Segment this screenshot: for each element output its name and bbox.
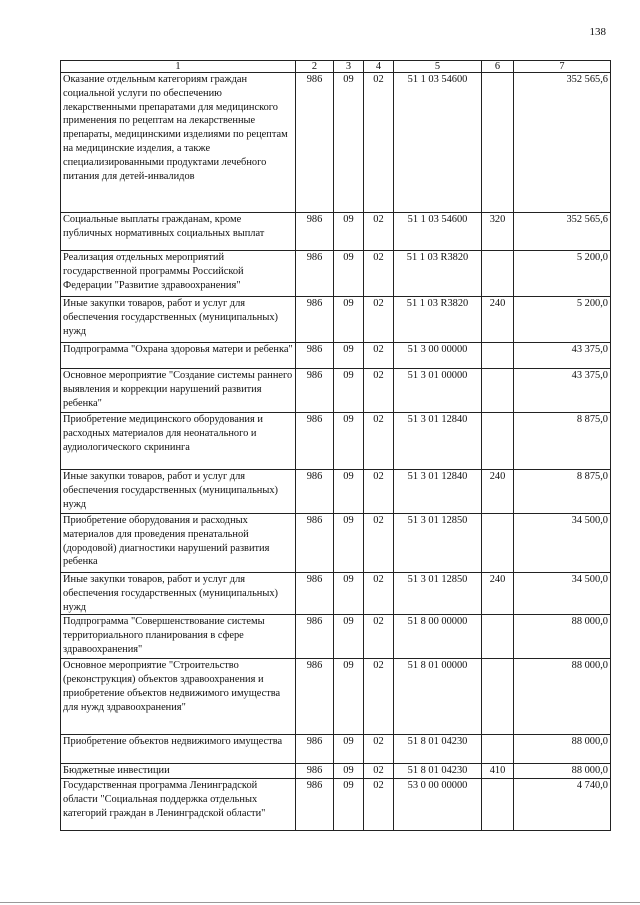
row-expense-type: 240 xyxy=(482,573,514,615)
header-col-2: 2 xyxy=(296,61,334,73)
row-expense-type xyxy=(482,514,514,573)
row-target-article: 53 0 00 00000 xyxy=(394,779,482,831)
row-amount: 4 740,0 xyxy=(514,779,611,831)
row-expense-type xyxy=(482,779,514,831)
table-row xyxy=(61,369,611,413)
row-expense-type: 320 xyxy=(482,213,514,251)
row-name: Приобретение объектов недвижимого имущества xyxy=(61,735,296,764)
table-row xyxy=(61,573,611,615)
row-admin-code: 986 xyxy=(296,297,334,343)
table-row xyxy=(61,470,611,514)
row-name: Основное мероприятие "Создание системы раннего выявления и коррекции нарушений развития ребенка" xyxy=(61,369,296,413)
table-row xyxy=(61,735,611,764)
row-admin-code: 986 xyxy=(296,470,334,514)
row-expense-type xyxy=(482,615,514,659)
row-expense-type: 410 xyxy=(482,764,514,779)
header-col-6: 6 xyxy=(482,61,514,73)
row-expense-type xyxy=(482,343,514,369)
row-subsection: 02 xyxy=(364,514,394,573)
row-target-article: 51 1 03 54600 xyxy=(394,73,482,213)
row-section: 09 xyxy=(334,297,364,343)
row-amount: 88 000,0 xyxy=(514,764,611,779)
row-target-article: 51 8 01 04230 xyxy=(394,764,482,779)
row-expense-type: 240 xyxy=(482,470,514,514)
row-amount: 8 875,0 xyxy=(514,413,611,470)
table-row xyxy=(61,343,611,369)
row-target-article: 51 3 01 12850 xyxy=(394,573,482,615)
row-expense-type xyxy=(482,413,514,470)
row-amount: 88 000,0 xyxy=(514,615,611,659)
row-name: Государственная программа Ленинградской области "Социальная поддержка отдельных категорий граждан в Ленинградской области" xyxy=(61,779,296,831)
row-admin-code: 986 xyxy=(296,659,334,735)
row-section: 09 xyxy=(334,779,364,831)
page-bottom-rule xyxy=(0,902,640,903)
row-section: 09 xyxy=(334,764,364,779)
row-name: Бюджетные инвестиции xyxy=(61,764,296,779)
row-subsection: 02 xyxy=(364,251,394,297)
header-col-1: 1 xyxy=(61,61,296,73)
row-name: Подпрограмма "Охрана здоровья матери и ребенка" xyxy=(61,343,296,369)
row-name: Подпрограмма "Совершенствование системы территориального планирования в сфере здравоохранения" xyxy=(61,615,296,659)
header-col-4: 4 xyxy=(364,61,394,73)
row-admin-code: 986 xyxy=(296,514,334,573)
row-expense-type xyxy=(482,369,514,413)
header-col-3: 3 xyxy=(334,61,364,73)
row-target-article: 51 1 03 54600 xyxy=(394,213,482,251)
row-amount: 5 200,0 xyxy=(514,297,611,343)
row-target-article: 51 3 01 12850 xyxy=(394,514,482,573)
row-target-article: 51 8 00 00000 xyxy=(394,615,482,659)
row-target-article: 51 3 01 12840 xyxy=(394,470,482,514)
row-admin-code: 986 xyxy=(296,573,334,615)
row-name: Приобретение оборудования и расходных материалов для проведения пренатальной (дородовой) диагностики нарушений развития ребенка xyxy=(61,514,296,573)
row-section: 09 xyxy=(334,659,364,735)
row-expense-type xyxy=(482,735,514,764)
row-target-article: 51 1 03 R3820 xyxy=(394,297,482,343)
row-admin-code: 986 xyxy=(296,764,334,779)
row-expense-type xyxy=(482,251,514,297)
row-name: Оказание отдельным категориям граждан социальной услуги по обеспечению лекарственными препаратами для медицинского применения по рецептам на лекарственные препараты, медицинскими изделиями по рецептам на медицинские изделия, а также специализированными продуктами лечебного питания для детей-инвалидов xyxy=(61,73,296,213)
row-subsection: 02 xyxy=(364,73,394,213)
row-name: Основное мероприятие "Строительство (реконструкция) объектов здравоохранения и приобретение объектов недвижимого имущества для нужд здравоохранения" xyxy=(61,659,296,735)
row-admin-code: 986 xyxy=(296,343,334,369)
row-target-article: 51 8 01 04230 xyxy=(394,735,482,764)
row-admin-code: 986 xyxy=(296,251,334,297)
row-expense-type: 240 xyxy=(482,297,514,343)
row-target-article: 51 1 03 R3820 xyxy=(394,251,482,297)
row-expense-type xyxy=(482,73,514,213)
row-section: 09 xyxy=(334,251,364,297)
row-admin-code: 986 xyxy=(296,73,334,213)
row-subsection: 02 xyxy=(364,413,394,470)
table-row xyxy=(61,779,611,831)
row-amount: 43 375,0 xyxy=(514,343,611,369)
row-section: 09 xyxy=(334,470,364,514)
row-target-article: 51 3 00 00000 xyxy=(394,343,482,369)
row-subsection: 02 xyxy=(364,735,394,764)
row-section: 09 xyxy=(334,413,364,470)
row-subsection: 02 xyxy=(364,470,394,514)
table-row xyxy=(61,297,611,343)
row-subsection: 02 xyxy=(364,297,394,343)
row-section: 09 xyxy=(334,369,364,413)
row-amount: 34 500,0 xyxy=(514,573,611,615)
table-row xyxy=(61,413,611,470)
budget-table xyxy=(60,60,611,831)
row-subsection: 02 xyxy=(364,779,394,831)
row-section: 09 xyxy=(334,615,364,659)
row-name: Реализация отдельных мероприятий государственной программы Российской Федерации "Развитие здравоохранения" xyxy=(61,251,296,297)
row-name: Социальные выплаты гражданам, кроме публичных нормативных социальных выплат xyxy=(61,213,296,251)
table-row xyxy=(61,764,611,779)
row-section: 09 xyxy=(334,213,364,251)
row-amount: 88 000,0 xyxy=(514,659,611,735)
header-col-5: 5 xyxy=(394,61,482,73)
row-subsection: 02 xyxy=(364,369,394,413)
row-subsection: 02 xyxy=(364,343,394,369)
header-col-7: 7 xyxy=(514,61,611,73)
row-target-article: 51 8 01 00000 xyxy=(394,659,482,735)
row-subsection: 02 xyxy=(364,659,394,735)
row-amount: 43 375,0 xyxy=(514,369,611,413)
row-amount: 352 565,6 xyxy=(514,213,611,251)
row-section: 09 xyxy=(334,514,364,573)
header-row xyxy=(61,61,611,73)
row-admin-code: 986 xyxy=(296,413,334,470)
row-admin-code: 986 xyxy=(296,369,334,413)
row-section: 09 xyxy=(334,573,364,615)
row-name: Иные закупки товаров, работ и услуг для обеспечения государственных (муниципальных) нужд xyxy=(61,470,296,514)
row-subsection: 02 xyxy=(364,573,394,615)
row-admin-code: 986 xyxy=(296,615,334,659)
row-admin-code: 986 xyxy=(296,735,334,764)
row-subsection: 02 xyxy=(364,615,394,659)
row-subsection: 02 xyxy=(364,764,394,779)
row-name: Приобретение медицинского оборудования и расходных материалов для неонатального и аудиологического скрининга xyxy=(61,413,296,470)
table-row xyxy=(61,615,611,659)
row-name: Иные закупки товаров, работ и услуг для обеспечения государственных (муниципальных) нужд xyxy=(61,297,296,343)
page-number: 138 xyxy=(589,26,606,38)
row-section: 09 xyxy=(334,73,364,213)
row-target-article: 51 3 01 12840 xyxy=(394,413,482,470)
table-row xyxy=(61,659,611,735)
table-row xyxy=(61,514,611,573)
row-expense-type xyxy=(482,659,514,735)
row-amount: 5 200,0 xyxy=(514,251,611,297)
table-row xyxy=(61,251,611,297)
row-admin-code: 986 xyxy=(296,213,334,251)
row-amount: 88 000,0 xyxy=(514,735,611,764)
row-section: 09 xyxy=(334,735,364,764)
row-target-article: 51 3 01 00000 xyxy=(394,369,482,413)
row-admin-code: 986 xyxy=(296,779,334,831)
row-amount: 352 565,6 xyxy=(514,73,611,213)
row-name: Иные закупки товаров, работ и услуг для обеспечения государственных (муниципальных) нужд xyxy=(61,573,296,615)
row-amount: 8 875,0 xyxy=(514,470,611,514)
table-row xyxy=(61,213,611,251)
table-row xyxy=(61,73,611,213)
row-section: 09 xyxy=(334,343,364,369)
row-amount: 34 500,0 xyxy=(514,514,611,573)
row-subsection: 02 xyxy=(364,213,394,251)
